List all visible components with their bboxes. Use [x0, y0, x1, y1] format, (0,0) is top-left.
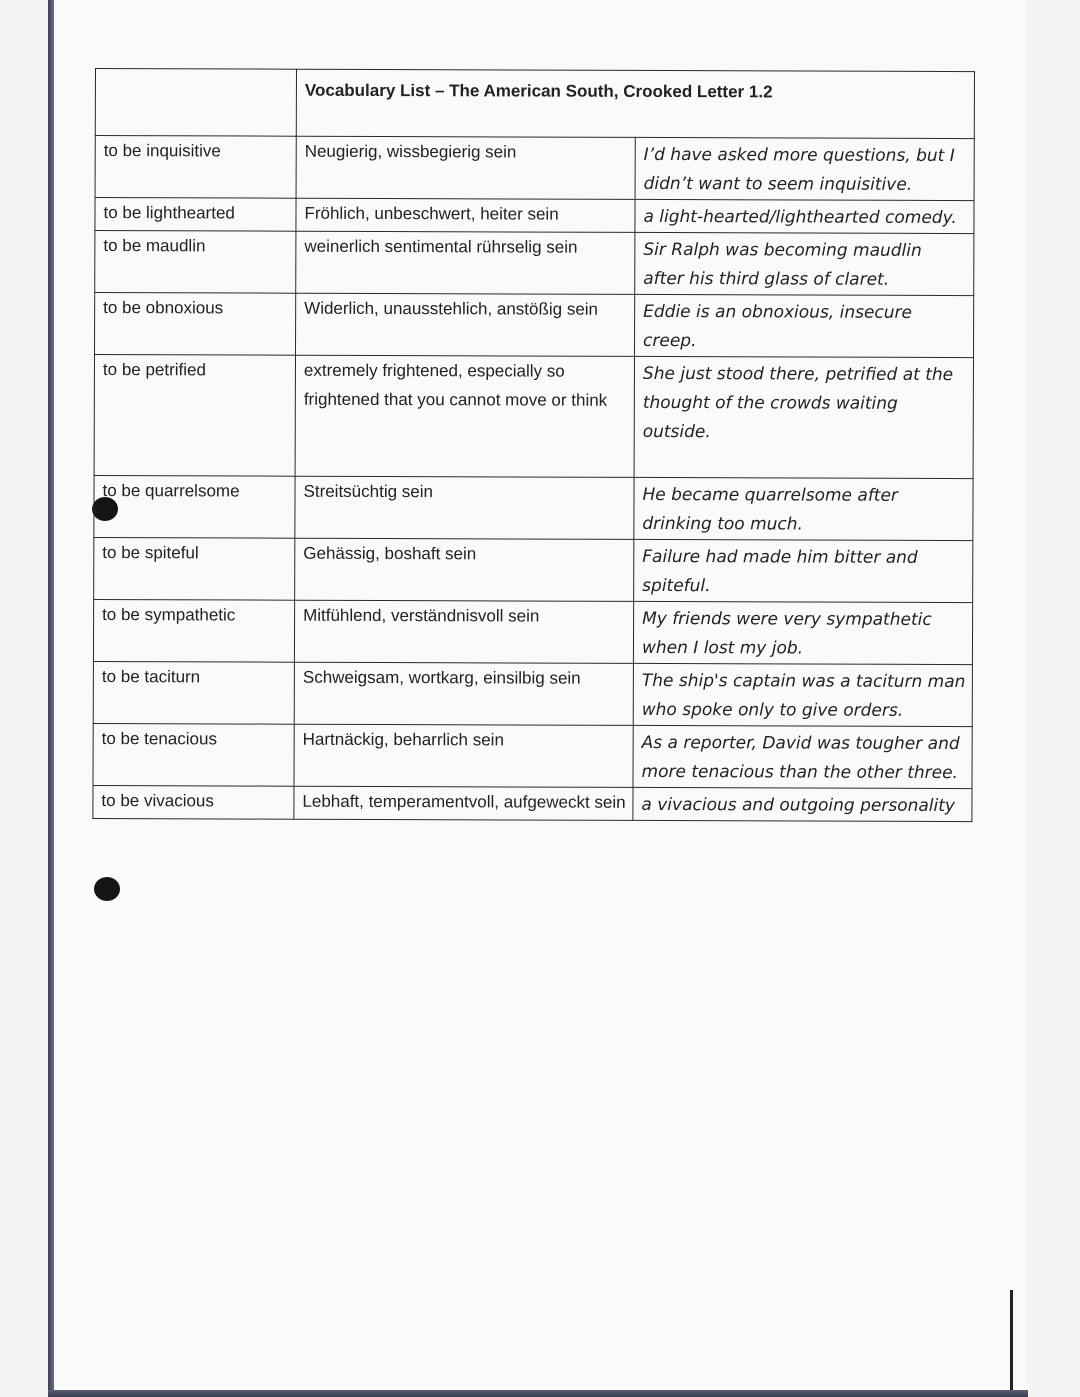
german-text: Neugierig, wissbegierig sein — [304, 141, 517, 162]
german-text: Fröhlich, unbeschwert, heiter sein — [304, 203, 559, 224]
table-row — [94, 355, 973, 479]
table-row — [93, 723, 972, 788]
term-cell: to be lighthearted — [95, 198, 296, 232]
german-text: weinerlich sentimental rührselig sein — [304, 236, 578, 257]
table-row — [93, 785, 972, 821]
example-text: I’d have asked more questions, but I didn’t want to seem inquisitive. — [643, 144, 955, 195]
german-text: Streitsüchtig sein — [303, 481, 434, 502]
table-row — [93, 599, 972, 664]
example-text: Eddie is an obnoxious, insecure creep. — [643, 301, 913, 352]
term-cell: to be taciturn — [93, 661, 294, 724]
term-cell: to be quarrelsome — [94, 475, 295, 538]
table-row — [95, 231, 974, 296]
german-text: extremely frightened, especially so frightened that you cannot move or think — [303, 360, 608, 410]
german-cell — [294, 600, 633, 663]
german-cell — [294, 724, 633, 787]
example-text: The ship's captain was a taciturn man who spoke only to give orders. — [641, 670, 966, 721]
german-cell — [296, 136, 635, 199]
german-cell — [295, 538, 634, 601]
term-cell: to be tenacious — [93, 723, 294, 786]
table-row — [94, 293, 973, 358]
term-cell: to be sympathetic — [93, 599, 294, 662]
german-cell — [295, 476, 634, 539]
example-text: He became quarrelsome after drinking too much. — [642, 484, 898, 535]
punch-hole — [94, 877, 120, 901]
example-text: a light-hearted/lighthearted comedy. — [643, 206, 957, 229]
german-text: Widerlich, unausstehlich, anstößig sein — [304, 298, 599, 319]
table-row — [94, 475, 973, 540]
example-cell — [633, 601, 972, 664]
term-cell: to be spiteful — [94, 537, 295, 600]
example-text: a vivacious and outgoing personality — [641, 794, 956, 817]
vocabulary-table — [92, 68, 975, 822]
example-cell — [634, 294, 973, 357]
example-cell — [634, 356, 973, 478]
example-cell — [634, 539, 973, 602]
example-cell — [635, 199, 974, 233]
german-cell — [294, 662, 633, 725]
example-cell — [633, 787, 972, 821]
term-cell: to be maudlin — [95, 231, 296, 294]
term-cell: to be inquisitive — [95, 136, 296, 199]
german-cell — [296, 198, 635, 232]
example-cell — [634, 477, 973, 540]
german-text: Lebhaft, temperamentvoll, aufgeweckt sein — [302, 791, 626, 812]
german-text: Schweigsam, wortkarg, einsilbig sein — [302, 667, 581, 688]
scan-right-mark — [1010, 1290, 1013, 1390]
table-row — [95, 136, 974, 201]
example-cell — [635, 137, 974, 200]
german-cell — [295, 293, 634, 356]
german-cell — [294, 786, 633, 820]
german-text: Mitfühlend, verständnisvoll sein — [303, 605, 540, 626]
table-row — [94, 537, 973, 602]
header-blank-cell — [95, 69, 296, 137]
term-cell: to be obnoxious — [94, 293, 295, 356]
scan-bottom-edge — [48, 1390, 1028, 1397]
example-cell — [633, 725, 972, 788]
german-cell — [296, 231, 635, 294]
table-row — [93, 661, 972, 726]
example-text: Failure had made him bitter and spiteful. — [642, 546, 918, 597]
term-cell: to be petrified — [94, 355, 295, 477]
example-text: As a reporter, David was tougher and more tenacious than the other three. — [641, 732, 960, 784]
example-text: My friends were very sympathetic when I lost my job. — [641, 608, 932, 659]
term-cell: to be vivacious — [93, 785, 294, 819]
table-row — [95, 198, 974, 234]
table-header-row — [95, 69, 974, 139]
example-text: She just stood there, petrified at the thought of the crowds waiting outside. — [642, 363, 954, 443]
example-text: Sir Ralph was becoming maudlin after his third glass of claret. — [643, 239, 922, 290]
example-cell — [633, 663, 972, 726]
example-cell — [635, 232, 974, 295]
table-title: Vocabulary List – The American South, Crooked Letter 1.2 — [296, 69, 974, 138]
german-text: Gehässig, boshaft sein — [303, 543, 477, 564]
scan-left-edge — [48, 0, 54, 1397]
german-cell — [295, 355, 634, 477]
german-text: Hartnäckig, beharrlich sein — [302, 729, 504, 750]
